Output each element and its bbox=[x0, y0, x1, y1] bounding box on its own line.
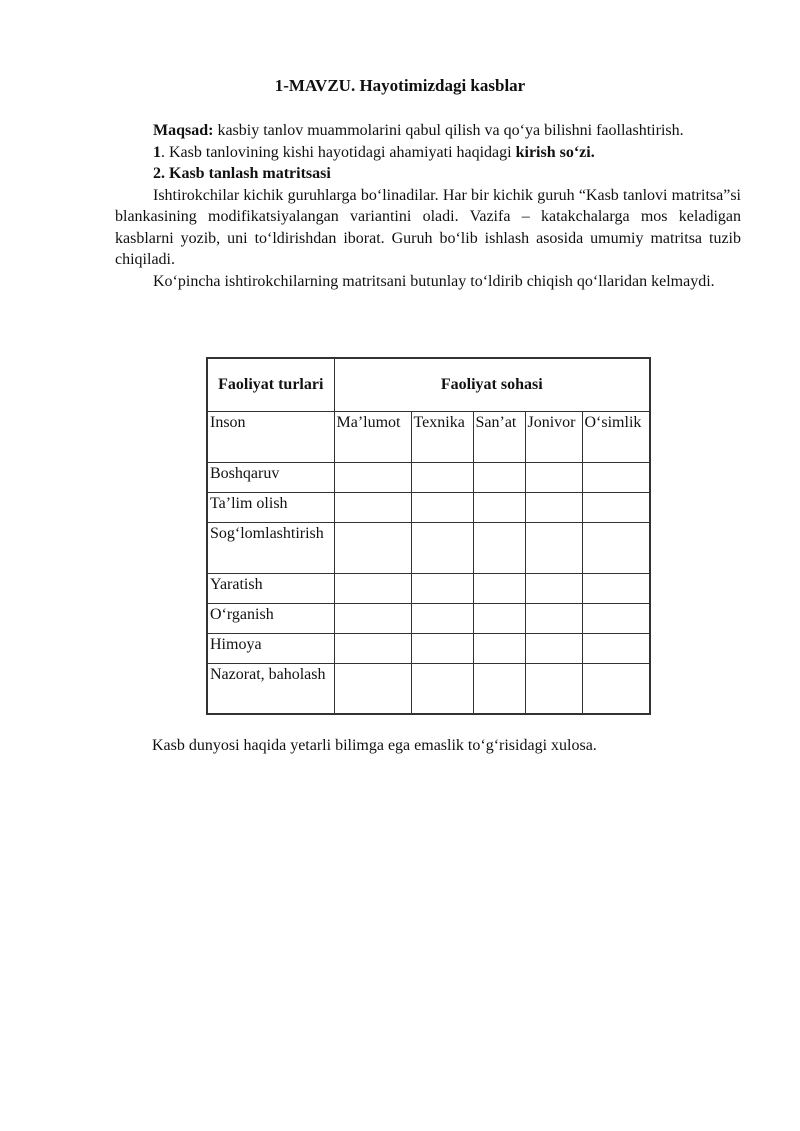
table-row bbox=[207, 462, 650, 492]
table-cell[interactable] bbox=[473, 462, 525, 492]
row-label: Yaratish bbox=[207, 573, 334, 603]
goal-label: Maqsad: bbox=[153, 122, 214, 139]
table-cell[interactable] bbox=[473, 492, 525, 522]
table-cell[interactable] bbox=[334, 462, 411, 492]
table-row bbox=[207, 522, 650, 573]
item-1-number: 1 bbox=[153, 143, 161, 161]
table-cell[interactable] bbox=[334, 603, 411, 633]
table-cell[interactable] bbox=[411, 573, 473, 603]
item-1-bold: kirish so‘zi. bbox=[515, 143, 595, 161]
table-cell[interactable] bbox=[334, 522, 411, 573]
table-cell[interactable] bbox=[525, 573, 582, 603]
table-cell[interactable] bbox=[525, 492, 582, 522]
table-cell[interactable] bbox=[473, 633, 525, 663]
table-cell[interactable] bbox=[411, 492, 473, 522]
table-cell[interactable] bbox=[411, 522, 473, 573]
table-row bbox=[207, 492, 650, 522]
table-cell[interactable] bbox=[525, 603, 582, 633]
item-1 bbox=[115, 142, 741, 164]
table-cell[interactable] bbox=[411, 663, 473, 714]
header-activity-field: Faoliyat sohasi bbox=[334, 358, 650, 411]
table-row bbox=[207, 663, 650, 714]
table-cell[interactable] bbox=[582, 492, 650, 522]
table-subheader-row bbox=[207, 411, 650, 462]
table-cell[interactable] bbox=[411, 603, 473, 633]
table-cell[interactable] bbox=[473, 663, 525, 714]
column-header: San’at bbox=[473, 411, 525, 462]
row-label: O‘rganish bbox=[207, 603, 334, 633]
row-label: Himoya bbox=[207, 633, 334, 663]
table-row bbox=[207, 633, 650, 663]
body-text bbox=[115, 120, 741, 292]
table-cell[interactable] bbox=[473, 603, 525, 633]
table-cell[interactable] bbox=[525, 663, 582, 714]
table-cell[interactable] bbox=[473, 573, 525, 603]
row-label: Sog‘lomlashtirish bbox=[207, 522, 334, 573]
table-cell[interactable] bbox=[334, 573, 411, 603]
item-1-text: . Kasb tanlovining kishi hayotidagi ahamiyati haqidagi bbox=[161, 143, 516, 161]
row-label: Nazorat, baholash bbox=[207, 663, 334, 714]
paragraph-2: Ko‘pincha ishtirokchilarning matritsani butunlay to‘ldirib chiqish qo‘llaridan kelmaydi. bbox=[153, 272, 715, 290]
subheader-inson: Inson bbox=[207, 411, 334, 462]
row-label: Boshqaruv bbox=[207, 462, 334, 492]
table-cell[interactable] bbox=[411, 462, 473, 492]
goal-text: kasbiy tanlov muammolarini qabul qilish va qo‘ya bilishni faollashtirish. bbox=[213, 122, 684, 139]
career-matrix-table bbox=[206, 357, 651, 715]
table-cell[interactable] bbox=[582, 633, 650, 663]
table-cell[interactable] bbox=[411, 633, 473, 663]
table-cell[interactable] bbox=[473, 522, 525, 573]
table-cell[interactable] bbox=[525, 522, 582, 573]
table-row bbox=[207, 573, 650, 603]
conclusion-text: Kasb dunyosi haqida yetarli bilimga ega emaslik to‘g‘risidagi xulosa. bbox=[152, 737, 597, 754]
table-cell[interactable] bbox=[582, 663, 650, 714]
goal-paragraph bbox=[115, 120, 741, 142]
column-header: Texnika bbox=[411, 411, 473, 462]
column-header: Jonivor bbox=[525, 411, 582, 462]
table-header-row bbox=[207, 358, 650, 411]
paragraph-1: Ishtirokchilar kichik guruhlarga bo‘linadilar. Har bir kichik guruh “Kasb tanlovi matritsa”si blankasining modifikatsiyalangan variantini oladi. Vazifa – katakchalarga mos keladigan kasblarni yozib, uni to‘ldirishdan iborat. Guruh bo‘lib ishlash asosida umumiy matritsa tuzib chiqiladi. bbox=[115, 186, 741, 268]
table-cell[interactable] bbox=[582, 462, 650, 492]
table-cell[interactable] bbox=[525, 633, 582, 663]
item-2-heading: 2. Kasb tanlash matritsasi bbox=[153, 165, 331, 182]
table-row bbox=[207, 603, 650, 633]
table-cell[interactable] bbox=[582, 603, 650, 633]
table-cell[interactable] bbox=[525, 462, 582, 492]
column-header: O‘simlik bbox=[582, 411, 650, 462]
column-header: Ma’lumot bbox=[334, 411, 411, 462]
table-cell[interactable] bbox=[334, 663, 411, 714]
row-label: Ta’lim olish bbox=[207, 492, 334, 522]
table-cell[interactable] bbox=[582, 573, 650, 603]
table-cell[interactable] bbox=[334, 633, 411, 663]
table-cell[interactable] bbox=[582, 522, 650, 573]
page-title: 1-MAVZU. Hayotimizdagi kasblar bbox=[274, 76, 526, 95]
header-activity-types: Faoliyat turlari bbox=[207, 358, 334, 411]
table-cell[interactable] bbox=[334, 492, 411, 522]
